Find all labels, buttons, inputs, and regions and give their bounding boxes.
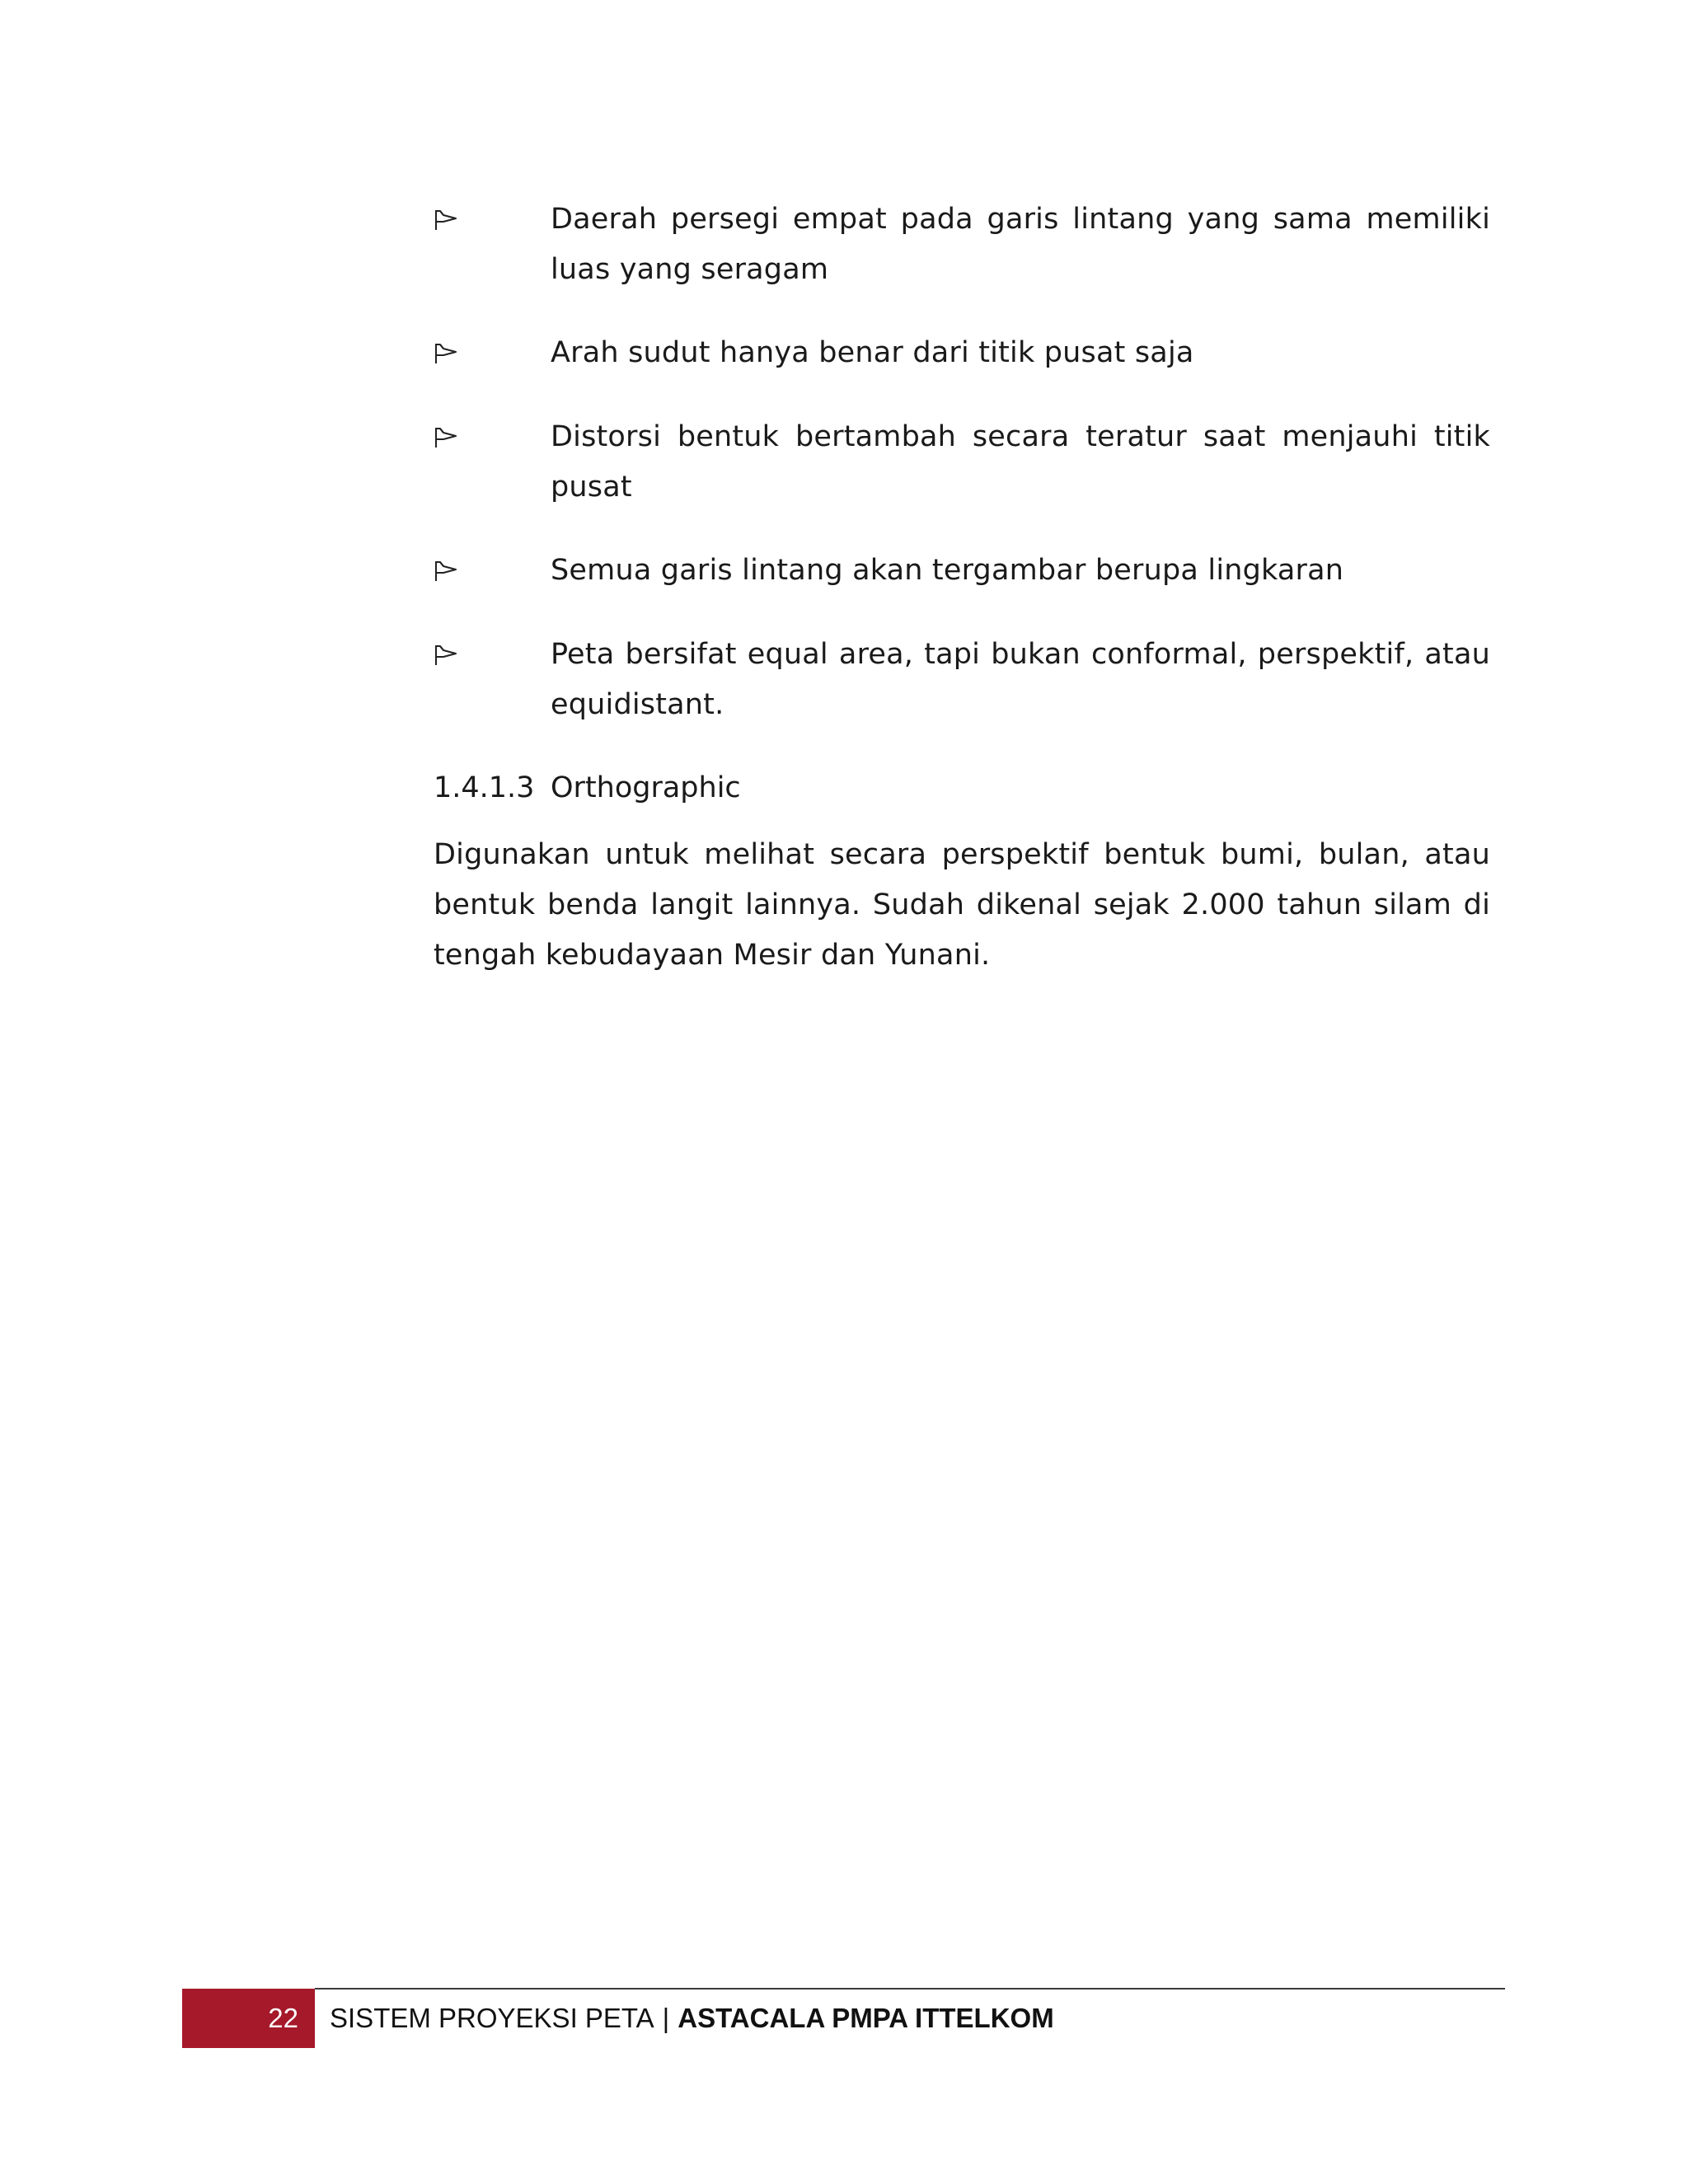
list-item: [434, 328, 1490, 379]
bullet-text: Peta bersifat equal area, tapi bukan conformal, perspektif, atau equidistant.: [551, 638, 1490, 721]
flag-icon: [434, 328, 551, 379]
flag-icon: [434, 630, 551, 681]
flag-icon: [434, 194, 551, 246]
page-number: 22: [182, 1989, 315, 2048]
flag-icon: [434, 546, 551, 597]
footer-separator: |: [662, 2003, 670, 2033]
list-item: [434, 412, 1490, 513]
bullet-list: [434, 194, 1490, 730]
flag-icon: [434, 412, 551, 463]
section-title: Orthographic: [551, 771, 741, 804]
bullet-text: Arah sudut hanya benar dari titik pusat saja: [551, 336, 1194, 369]
section-number: 1.4.1.3: [434, 771, 535, 804]
page-content: [434, 194, 1490, 981]
footer-running-title: [330, 1989, 1054, 2048]
section-heading: [434, 763, 1490, 813]
section-paragraph: Digunakan untuk melihat secara perspektif bentuk bumi, bulan, atau bentuk benda langit lainnya. Sudah dikenal sejak 2.000 tahun silam di tengah kebudayaan Mesir dan Yunani.: [434, 838, 1490, 972]
list-item: [434, 630, 1490, 730]
list-item: [434, 546, 1490, 597]
list-item: [434, 194, 1490, 295]
footer-organization: ASTACALA PMPA ITTELKOM: [678, 2003, 1054, 2033]
bullet-text: Distorsi bentuk bertambah secara teratur saat menjauhi titik pusat: [551, 420, 1490, 504]
bullet-text: Semua garis lintang akan tergambar berupa lingkaran: [551, 554, 1344, 587]
footer-title: SISTEM PROYEKSI PETA: [330, 2003, 654, 2033]
bullet-text: Daerah persegi empat pada garis lintang yang sama memiliki luas yang seragam: [551, 203, 1490, 286]
